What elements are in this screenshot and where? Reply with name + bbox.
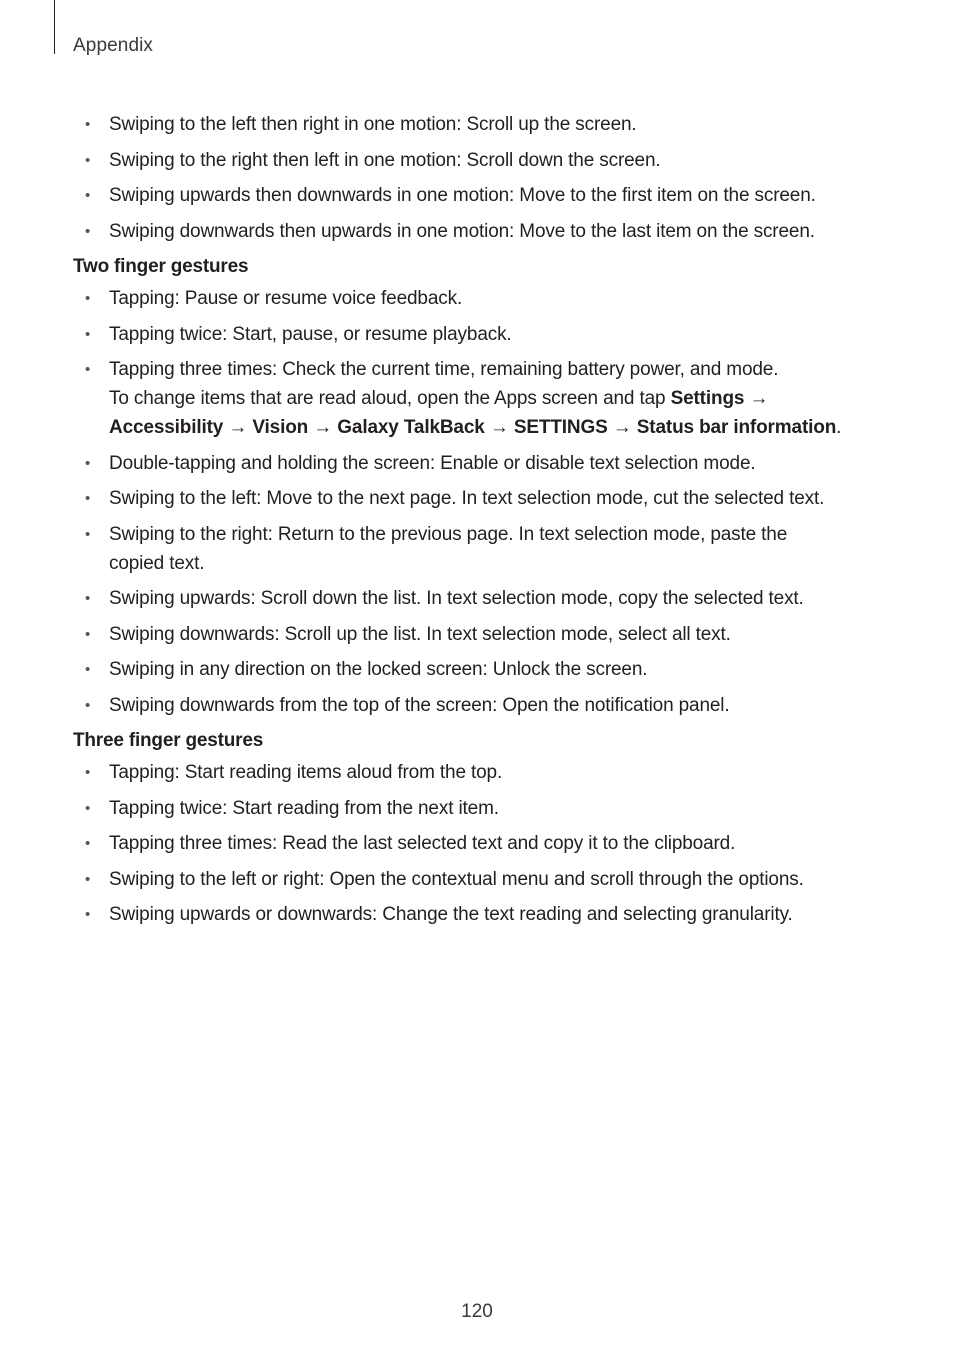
list-item: • Tapping: Pause or resume voice feedback. bbox=[73, 284, 873, 313]
list-item: • Swiping downwards then upwards in one motion: Move to the last item on the screen. bbox=[73, 217, 873, 246]
list-item: • Swiping to the left or right: Open the contextual menu and scroll through the options. bbox=[73, 865, 873, 894]
two-finger-heading: Two finger gestures bbox=[73, 256, 249, 277]
bullet-icon: • bbox=[85, 116, 91, 133]
bullet-icon: • bbox=[85, 187, 91, 204]
list-item: • Swiping to the left: Move to the next page. In text selection mode, cut the selected text. bbox=[73, 484, 873, 513]
list-item: • Swiping to the left then right in one motion: Scroll up the screen. bbox=[73, 110, 873, 139]
bullet-icon: • bbox=[85, 870, 91, 888]
two-finger-gesture-list bbox=[73, 284, 873, 720]
list-item: • Swiping upwards or downwards: Change the text reading and selecting granularity. bbox=[73, 900, 873, 929]
bullet-icon: • bbox=[85, 625, 91, 643]
bullet-icon: • bbox=[85, 764, 91, 781]
list-item: • Swiping in any direction on the locked screen: Unlock the screen. bbox=[73, 655, 873, 684]
intro-gesture-list bbox=[73, 110, 873, 246]
bullet-icon: • bbox=[85, 590, 91, 607]
bullet-icon: • bbox=[85, 290, 91, 307]
page-content bbox=[73, 110, 873, 936]
list-item: • Tapping three times: Read the last selected text and copy it to the clipboard. bbox=[73, 829, 873, 858]
arrow-icon: → bbox=[228, 417, 248, 438]
bullet-icon: • bbox=[85, 661, 91, 678]
bullet-icon: • bbox=[85, 799, 91, 817]
list-item: • Double-tapping and holding the screen: Enable or disable text selection mode. bbox=[73, 449, 873, 478]
settings-path-line-2: Accessibility → Vision → Galaxy TalkBack → SETTINGS → Status bar information. bbox=[109, 417, 842, 438]
three-finger-heading: Three finger gestures bbox=[73, 730, 264, 751]
bullet-icon: • bbox=[85, 906, 91, 923]
menu-path-talkback: Galaxy TalkBack bbox=[337, 417, 485, 438]
menu-path-settings-caps: SETTINGS bbox=[513, 417, 608, 438]
menu-path-vision: Vision bbox=[252, 417, 309, 438]
list-item: • Tapping twice: Start, pause, or resume playback. bbox=[73, 320, 873, 349]
list-item: • Swiping to the right: Return to the previous page. In text selection mode, paste the copied text. bbox=[73, 520, 873, 578]
three-finger-gesture-list bbox=[73, 758, 873, 929]
bullet-icon: • bbox=[85, 361, 91, 378]
list-item: • Swiping downwards from the top of the screen: Open the notification panel. bbox=[73, 691, 873, 720]
section-header-title: Appendix bbox=[73, 35, 154, 56]
list-item: • Swiping upwards then downwards in one motion: Move to the first item on the screen. bbox=[73, 181, 873, 210]
settings-path-line: To change items that are read aloud, open the Apps screen and tap Settings → bbox=[109, 388, 769, 409]
arrow-icon: → bbox=[612, 417, 632, 438]
bullet-icon: • bbox=[85, 151, 91, 169]
bullet-icon: • bbox=[85, 454, 91, 472]
arrow-icon: → bbox=[489, 417, 509, 438]
bullet-icon: • bbox=[85, 222, 91, 240]
arrow-icon: → bbox=[749, 388, 769, 409]
bullet-icon: • bbox=[85, 325, 91, 343]
list-item: • Swiping to the right then left in one motion: Scroll down the screen. bbox=[73, 146, 873, 175]
menu-path-settings: Settings bbox=[670, 388, 745, 409]
list-item: • Swiping upwards: Scroll down the list. In text selection mode, copy the selected text. bbox=[73, 584, 873, 613]
list-item: • Tapping: Start reading items aloud from the top. bbox=[73, 758, 873, 787]
bullet-icon: • bbox=[85, 696, 91, 714]
list-item: • Swiping downwards: Scroll up the list. In text selection mode, select all text. bbox=[73, 620, 873, 649]
menu-path-accessibility: Accessibility bbox=[109, 417, 224, 438]
header-rule bbox=[54, 0, 55, 54]
list-item: • Tapping three times: Check the current time, remaining battery power, and mode. To change items that are read aloud, open the Apps screen and tap Settings → Accessibility → Vision → Galaxy TalkBack → SETTINGS → Status bar information. bbox=[73, 355, 873, 442]
arrow-icon: → bbox=[313, 417, 333, 438]
page-number: 120 bbox=[461, 1301, 493, 1322]
list-item: • Tapping twice: Start reading from the next item. bbox=[73, 794, 873, 823]
bullet-icon: • bbox=[85, 490, 91, 507]
menu-path-status-bar: Status bar information bbox=[636, 417, 837, 438]
bullet-icon: • bbox=[85, 525, 91, 543]
bullet-icon: • bbox=[85, 835, 91, 852]
